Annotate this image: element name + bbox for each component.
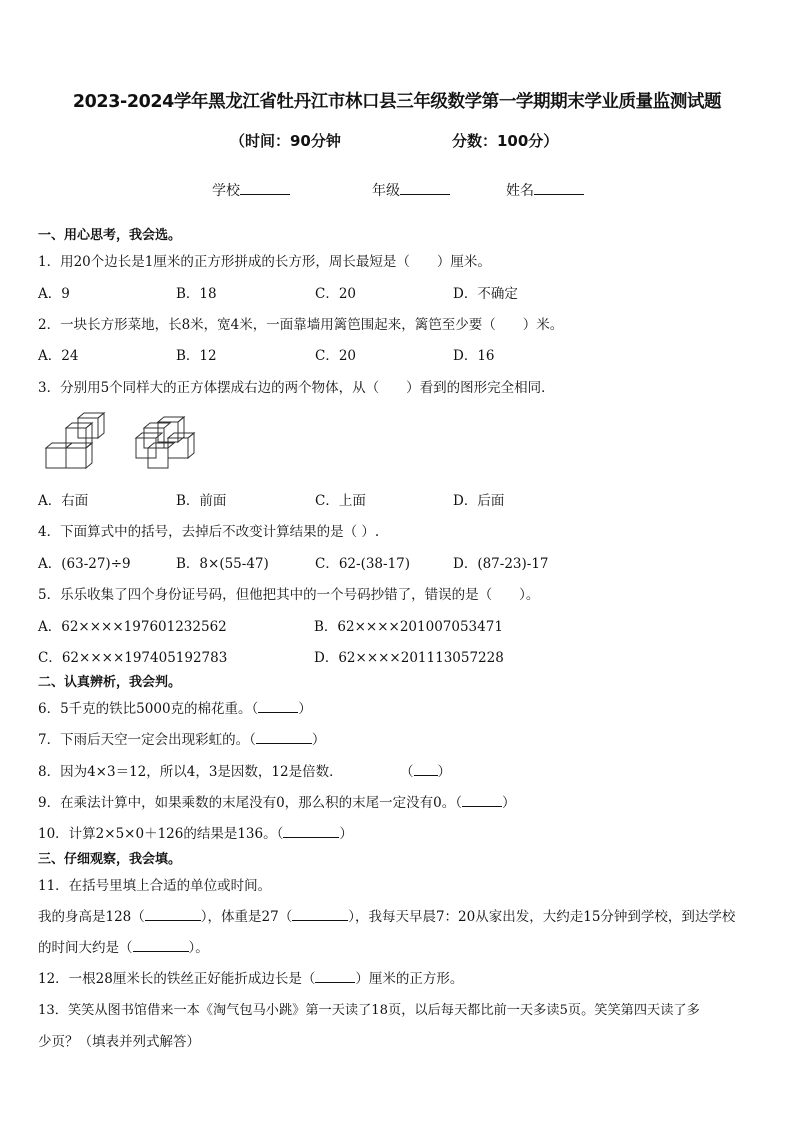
q3-option-a[interactable]: A．右面 <box>38 493 89 509</box>
q2-option-b[interactable]: B．12 <box>176 348 217 364</box>
grade-label: 年级 <box>372 183 400 199</box>
q2-option-c[interactable]: C．20 <box>315 348 357 364</box>
q3-option-c[interactable]: C．上面 <box>315 493 366 509</box>
school-field <box>212 180 290 200</box>
question-13-line-2: 少页？（填表并列式解答） <box>38 1034 200 1050</box>
cube-object-right <box>136 417 194 468</box>
question-12: 12．一根28厘米长的铁丝正好能折成边长是（ ）厘米的正方形。 <box>38 971 464 987</box>
answer-blank[interactable] <box>283 837 339 838</box>
school-label: 学校 <box>212 183 240 199</box>
q4-option-b[interactable]: B．8×(55-47) <box>176 556 269 572</box>
q4-option-c[interactable]: C．62-(38-17) <box>315 556 411 572</box>
exam-time: （时间：90分钟 <box>230 132 341 150</box>
q3-option-b[interactable]: B．前面 <box>176 493 227 509</box>
answer-blank[interactable] <box>145 920 201 921</box>
answer-blank[interactable] <box>133 951 189 952</box>
q8-answer: （ ） <box>400 764 451 780</box>
q2-option-a[interactable]: A．24 <box>38 348 79 364</box>
school-blank[interactable] <box>240 194 290 195</box>
answer-blank[interactable] <box>414 775 438 776</box>
name-field <box>506 180 584 200</box>
answer-blank[interactable] <box>256 743 312 744</box>
answer-blank[interactable] <box>315 982 355 983</box>
cube-figures <box>40 412 220 474</box>
question-11-line-1: 我的身高是128（ ），体重是27（ ），我每天早晨7：20从家出发，大约走15分钟到学校，到达学校 <box>38 909 736 925</box>
q3-option-d[interactable]: D．后面 <box>453 493 505 509</box>
q5-option-a[interactable]: A．62××××197601232562 <box>38 619 227 635</box>
question-3: 3．分别用5个同样大的正方体摆成右边的两个物体，从（ ）看到的图形完全相同． <box>38 380 555 396</box>
page-title: 2023-2024学年黑龙江省牡丹江市林口县三年级数学第一学期期末学业质量监测试题 <box>72 92 722 112</box>
question-11: 11．在括号里填上合适的单位或时间。 <box>38 878 272 894</box>
q1-option-c[interactable]: C．20 <box>315 286 357 302</box>
q1-option-b[interactable]: B．18 <box>176 286 217 302</box>
grade-blank[interactable] <box>400 194 450 195</box>
q5-option-d[interactable]: D．62××××201113057228 <box>314 650 504 666</box>
grade-field <box>372 180 450 200</box>
q4-option-d[interactable]: D．(87-23)-17 <box>453 556 549 572</box>
q2-option-d[interactable]: D．16 <box>453 348 495 364</box>
name-blank[interactable] <box>534 194 584 195</box>
question-7: 7．下雨后天空一定会出现彩虹的。（ ） <box>38 732 326 748</box>
question-4: 4．下面算式中的括号，去掉后不改变计算结果的是（ ）. <box>38 524 380 540</box>
section-heading: 一、用心思考，我会选。 <box>38 228 182 243</box>
section-heading: 三、仔细观察，我会填。 <box>38 852 182 867</box>
question-10: 10．计算2×5×0＋126的结果是136。（ ） <box>38 826 353 842</box>
question-11-line-2: 的时间大约是（ ）。 <box>38 940 209 956</box>
name-label: 姓名 <box>506 183 534 199</box>
q4-option-a[interactable]: A．(63-27)÷9 <box>38 556 131 572</box>
answer-blank[interactable] <box>292 920 348 921</box>
question-8: 8．因为4×3＝12，所以4，3是因数，12是倍数． <box>38 764 343 780</box>
question-13-line-1: 13．笑笑从图书馆借来一本《淘气包马小跳》第一天读了18页，以后每天都比前一天多读5页。笑笑第四天读了多 <box>38 1003 700 1018</box>
q1-option-a[interactable]: A．9 <box>38 286 70 302</box>
q5-option-b[interactable]: B．62××××201007053471 <box>314 619 503 635</box>
answer-blank[interactable] <box>462 806 502 807</box>
q5-option-c[interactable]: C．62××××197405192783 <box>38 650 228 666</box>
question-1: 1．用20个边长是1厘米的正方形拼成的长方形，周长最短是（ ）厘米。 <box>38 254 491 270</box>
answer-blank[interactable] <box>258 712 298 713</box>
section-heading: 二、认真辨析，我会判。 <box>38 675 182 690</box>
question-2: 2．一块长方形菜地，长8米，宽4米，一面靠墙用篱笆围起来，篱笆至少要（ ）米。 <box>38 317 564 333</box>
exam-score: 分数：100分） <box>452 132 559 150</box>
cube-object-left <box>46 413 104 468</box>
question-5: 5．乐乐收集了四个身份证号码，但他把其中的一个号码抄错了，错误的是（ ）。 <box>38 587 540 603</box>
q1-option-d[interactable]: D．不确定 <box>453 286 518 302</box>
question-6: 6．5千克的铁比5000克的棉花重。（ ） <box>38 701 312 717</box>
question-9: 9．在乘法计算中，如果乘数的末尾没有0，那么积的末尾一定没有0。（ ） <box>38 795 516 811</box>
